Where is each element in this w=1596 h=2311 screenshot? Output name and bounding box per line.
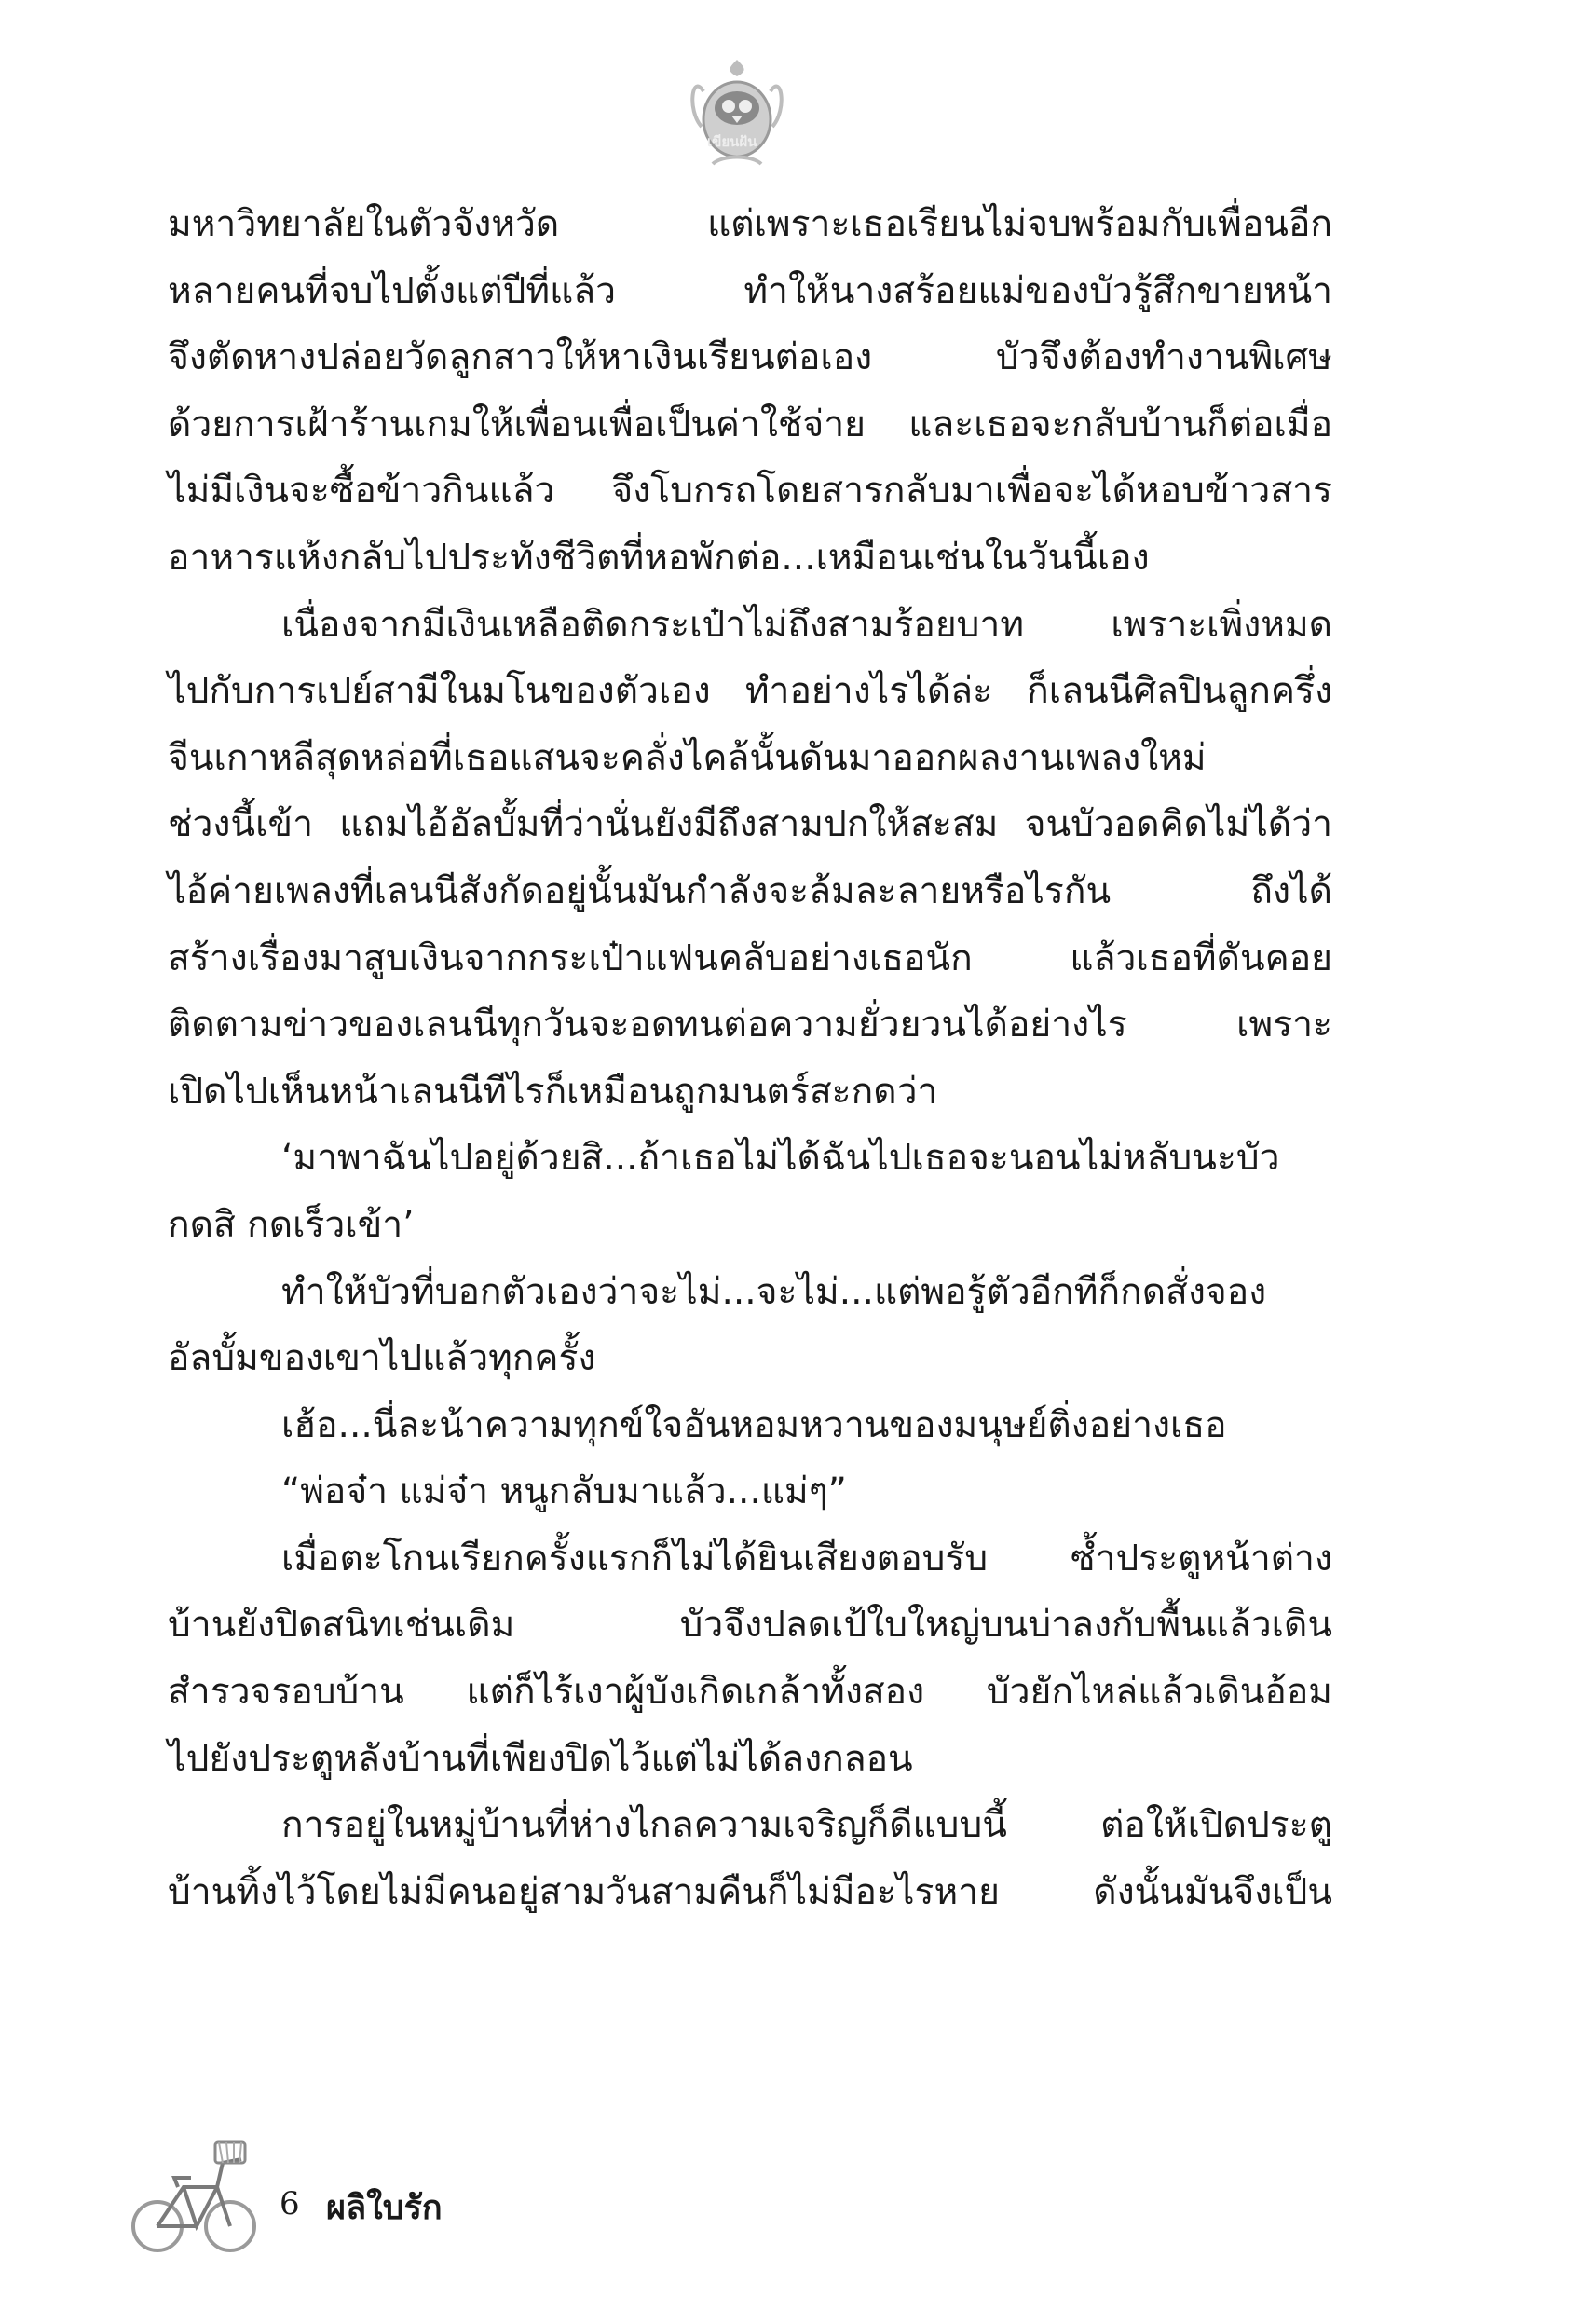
crest-icon (685, 54, 789, 173)
paragraph (168, 1458, 1332, 1525)
paragraph (168, 191, 1332, 592)
body-text (168, 191, 1332, 1925)
text-line: ไม่มีเงินจะซื้อข้าวกินแล้ว จึงโบกรถโดยสารกลับมาเพื่อจะได้หอบข้าวสาร (168, 470, 1332, 513)
text-line: มหาวิทยาลัยในตัวจังหวัด แต่เพราะเธอเรียนไม่จบพร้อมกับเพื่อนอีก (168, 203, 1332, 245)
logo-text: เขียนฝัน (707, 133, 757, 150)
paragraph (168, 1525, 1332, 1792)
text-line: การอยู่ในหมู่บ้านที่ห่างไกลความเจริญก็ดีแบบนี้ ต่อให้เปิดประตู (281, 1804, 1332, 1847)
text-line: ไปยังประตูหลังบ้านที่เพียงปิดไว้แต่ไม่ได้ลงกลอน (168, 1737, 913, 1780)
text-line: ติดตามข่าวของเลนนีทุกวันจะอดทนต่อความยั่วยวนได้อย่างไร เพราะ (168, 1004, 1332, 1046)
page-number: 6 (280, 2185, 300, 2222)
text-line: สร้างเรื่องมาสูบเงินจากกระเป๋าแฟนคลับอย่างเธอนัก แล้วเธอที่ดันคอย (168, 937, 1332, 979)
text-line: ช่วงนี้เข้า แถมไอ้อัลบั้มที่ว่านั่นยังมีถึงสามปกให้สะสม จนบัวอดคิดไม่ได้ว่า (168, 803, 1332, 846)
text-line: หลายคนที่จบไปตั้งแต่ปีที่แล้ว ทำให้นางสร้อยแม่ของบัวรู้สึกขายหน้า (168, 269, 1332, 312)
bicycle-icon (126, 2129, 266, 2269)
text-line: อัลบั้มของเขาไปแล้วทุกครั้ง (168, 1337, 596, 1380)
paragraph (168, 592, 1332, 1126)
text-line: ‘มาพาฉันไปอยู่ด้วยสิ...ถ้าเธอไม่ได้ฉันไปเธอจะนอนไม่หลับนะบัว (281, 1137, 1280, 1180)
text-line: บ้านยังปิดสนิทเช่นเดิม บัวจึงปลดเป้ใบใหญ่บนบ่าลงกับพื้นแล้วเดิน (168, 1604, 1332, 1647)
publisher-logo (685, 54, 789, 173)
paragraph (168, 1259, 1332, 1392)
text-line: ไอ้ค่ายเพลงที่เลนนีสังกัดอยู่นั้นมันกำลังจะล้มละลายหรือไรกัน ถึงได้ (168, 869, 1332, 912)
text-line: เปิดไปเห็นหน้าเลนนีทีไรก็เหมือนถูกมนตร์สะกดว่า (168, 1070, 938, 1113)
text-line: ทำให้บัวที่บอกตัวเองว่าจะไม่...จะไม่...แต่พอรู้ตัวอีกทีก็กดสั่งจอง (281, 1270, 1267, 1313)
text-line: เนื่องจากมีเงินเหลือติดกระเป๋าไม่ถึงสามร้อยบาท เพราะเพิ่งหมด (281, 603, 1332, 646)
text-line: เฮ้อ...นี่ละน้าความทุกข์ใจอันหอมหวานของมนุษย์ติ่งอย่างเธอ (281, 1403, 1227, 1446)
paragraph (168, 1125, 1332, 1258)
paragraph (168, 1792, 1332, 1925)
text-line: จึงตัดหางปล่อยวัดลูกสาวให้หาเงินเรียนต่อเอง บัวจึงต้องทำงานพิเศษ (168, 336, 1332, 379)
paragraph (168, 1392, 1332, 1459)
text-line: ด้วยการเฝ้าร้านเกมให้เพื่อนเพื่อเป็นค่าใช้จ่าย และเธอจะกลับบ้านก็ต่อเมื่อ (168, 403, 1332, 445)
text-line: บ้านทิ้งไว้โดยไม่มีคนอยู่สามวันสามคืนก็ไม่มีอะไรหาย ดังนั้นมันจึงเป็น (168, 1870, 1332, 1913)
text-line: จีนเกาหลีสุดหล่อที่เธอแสนจะคลั่งไคล้นั้นดันมาออกผลงานเพลงใหม่ (168, 736, 1207, 779)
text-line: อาหารแห้งกลับไปประทังชีวิตที่หอพักต่อ...เหมือนเช่นในวันนี้เอง (168, 536, 1150, 579)
book-title: ผลิใบรัก (326, 2189, 443, 2227)
text-line: “พ่อจ๋า แม่จ๋า หนูกลับมาแล้ว...แม่ๆ” (281, 1470, 847, 1513)
text-line: เมื่อตะโกนเรียกครั้งแรกก็ไม่ได้ยินเสียงตอบรับ ซ้ำประตูหน้าต่าง (281, 1537, 1332, 1579)
text-line: ไปกับการเปย์สามีในมโนของตัวเอง ทำอย่างไรได้ล่ะ ก็เลนนีศิลปินลูกครึ่ง (168, 670, 1332, 713)
text-line: สำรวจรอบบ้าน แต่ก็ไร้เงาผู้บังเกิดเกล้าทั้งสอง บัวยักไหล่แล้วเดินอ้อม (168, 1671, 1332, 1714)
text-line: กดสิ กดเร็วเข้า’ (168, 1203, 415, 1246)
